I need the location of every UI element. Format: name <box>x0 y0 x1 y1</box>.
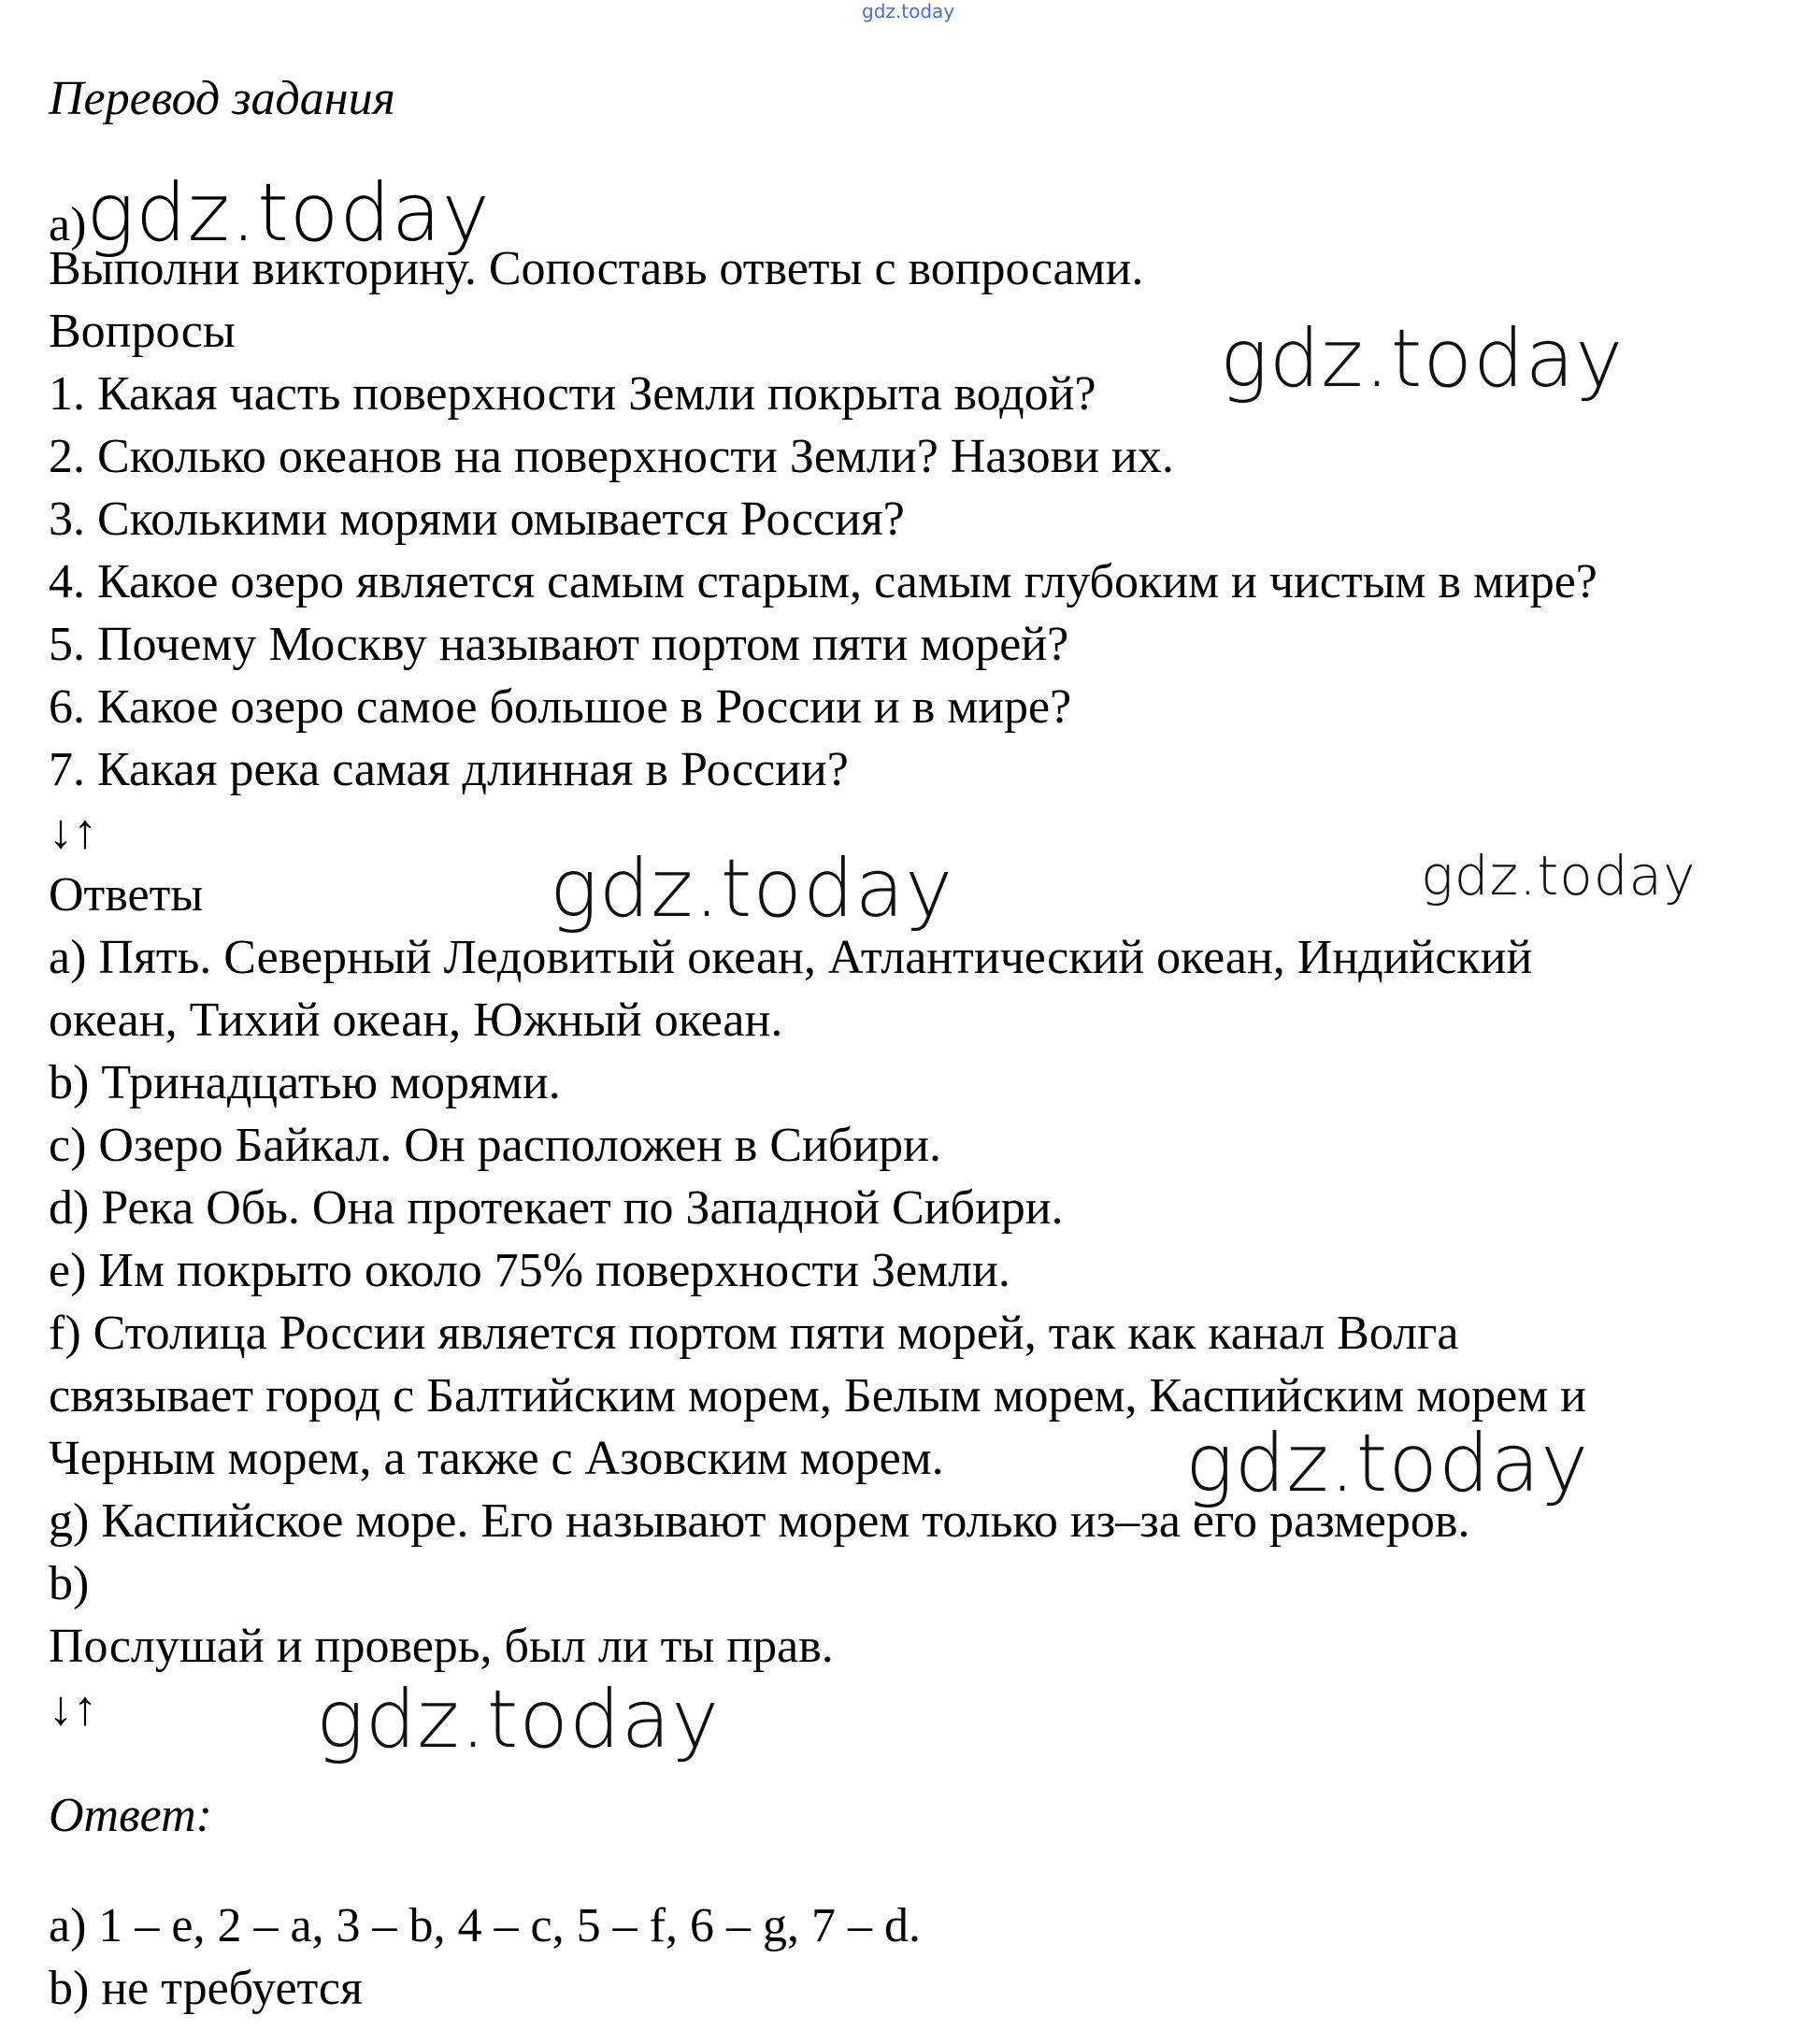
answer-line: f) Столица России является портом пяти морей, так как канал Волга <box>49 1307 1459 1360</box>
watermark: gdz.today <box>1185 1417 1590 1510</box>
question-item: 7. Какая река самая длинная в России? <box>49 743 849 796</box>
answer-line: связывает город с Балтийским морем, Белым морем, Каспийским морем и <box>49 1369 1586 1422</box>
answer-line: b) Тринадцатью морями. <box>49 1056 561 1109</box>
question-item: 1. Какая часть поверхности Земли покрыта водой? <box>49 367 1096 421</box>
instruction-text: Выполни викторину. Сопоставь ответы с вопросами. <box>49 242 1144 295</box>
watermark: gdz.today <box>316 1673 721 1766</box>
answer-line: Черным морем, а также с Азовским морем. <box>49 1432 944 1485</box>
watermark-inline: gdz.today <box>86 166 491 260</box>
watermark: gdz.today <box>550 842 954 936</box>
answer-line: c) Озеро Байкал. Он расположен в Сибири. <box>49 1119 941 1172</box>
watermark: gdz.today <box>1220 312 1625 406</box>
answer-line: океан, Тихий океан, Южный океан. <box>49 993 783 1047</box>
question-item: 5. Почему Москву называют портом пяти морей? <box>49 618 1069 671</box>
arrows-icon: ↓↑ <box>49 806 97 859</box>
question-item: 4. Какое озеро является самым старым, самым глубоким и чистым в мире? <box>49 555 1597 608</box>
part-a-label: a) <box>49 198 87 251</box>
final-answer-a: a) 1 – e, 2 – a, 3 – b, 4 – c, 5 – f, 6 – g, 7 – d. <box>49 1899 921 1952</box>
watermark: gdz.today <box>1421 844 1697 908</box>
answer-line: e) Им покрыто около 75% поверхности Земли. <box>49 1244 1010 1297</box>
answer-line: d) Река Обь. Она протекает по Западной Сибири. <box>49 1181 1064 1235</box>
arrows-icon: ↓↑ <box>49 1682 97 1736</box>
part-b-instruction: Послушай и проверь, был ли ты прав. <box>49 1620 834 1673</box>
answer-line: a) Пять. Северный Ледовитый океан, Атлантический океан, Индийский <box>49 931 1533 984</box>
question-item: 3. Сколькими морями омывается Россия? <box>49 493 905 546</box>
questions-title: Вопросы <box>49 305 236 358</box>
answer-heading: Ответ: <box>49 1789 212 1842</box>
answers-title: Ответы <box>49 868 204 922</box>
top-watermark: gdz.today <box>862 0 955 22</box>
question-item: 2. Сколько океанов на поверхности Земли? Назови их. <box>49 430 1174 483</box>
part-b-label: b) <box>49 1557 90 1610</box>
answer-line: g) Каспийское море. Его называют морем только из–за его размеров. <box>49 1494 1470 1548</box>
final-answer-b: b) не требуется <box>49 1962 363 2015</box>
translation-heading: Перевод задания <box>49 72 395 125</box>
question-item: 6. Какое озеро самое большое в России и в мире? <box>49 680 1072 734</box>
